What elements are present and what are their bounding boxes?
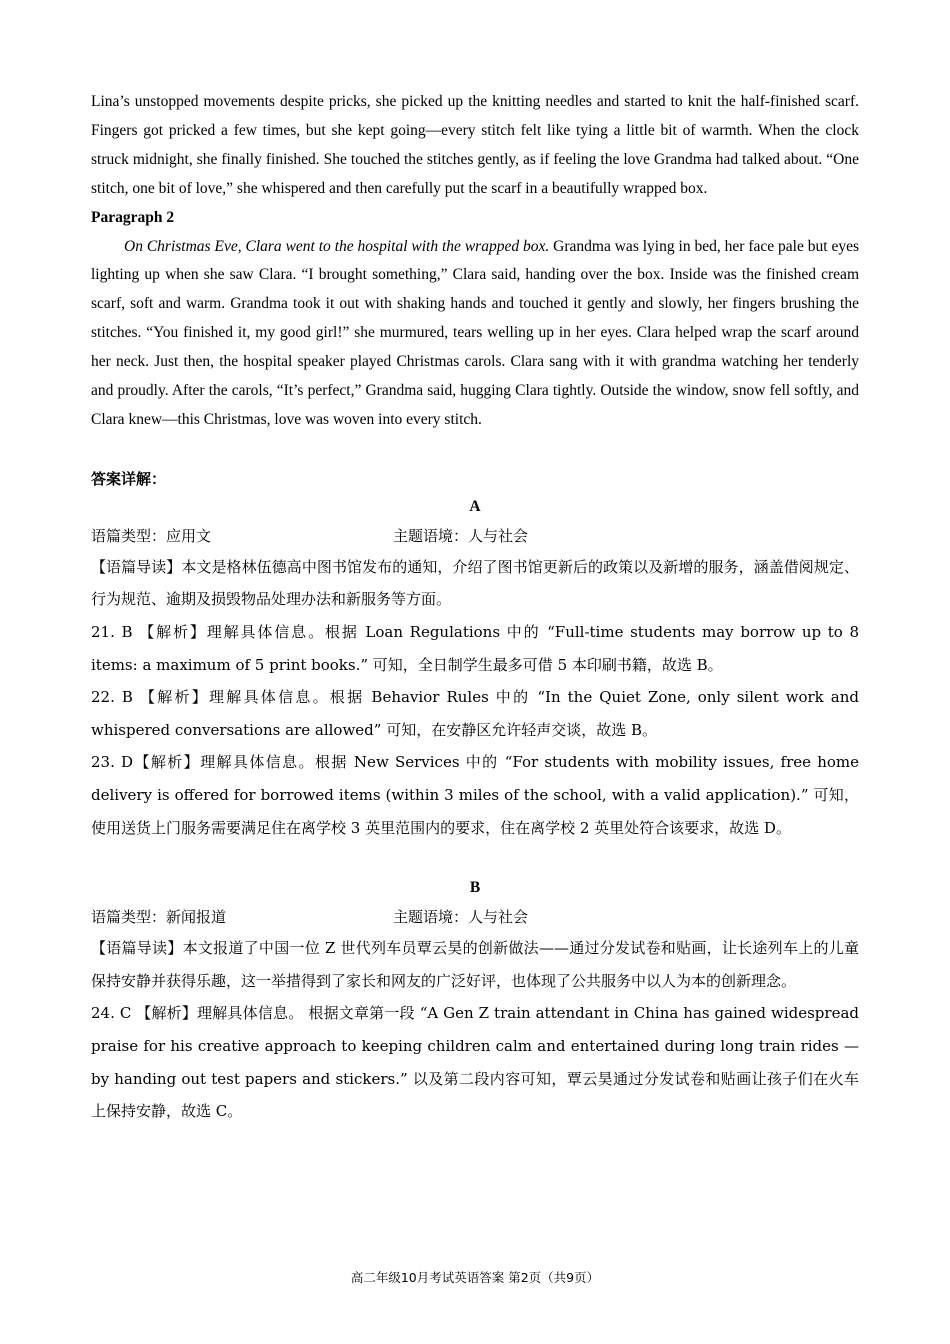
page-footer: 高二年级10月考试英语答案 第2页（共9页） — [350, 1270, 600, 1285]
paragraph-2-heading: Paragraph 2 — [91, 208, 175, 226]
section-a-type: 语篇类型：应用文 — [91, 526, 212, 545]
section-a-theme: 主题语境：人与社会 — [393, 526, 529, 545]
section-b-intro: 【语篇导读】本文报道了中国一位 Z 世代列车员覃云昊的创新做法——通过分发试卷和贴画，让长途列车上的儿童保持安静并获得乐趣，这一举措得到了家长和网友的广泛好评，也体现了公共服务中以人为本的创新理念。 — [91, 939, 859, 990]
paragraph-2-body: Grandma was lying in bed, her face pale but eyes lighting up when she saw Clara. “I brought something,” Clara said, handing over the box. Inside was the finished cream scarf, soft and warm. Grandma took it out with shaking hands and touched it gently and slowly, her fingers brushing the stitches. “You finished it, my good girl!” she murmured, tears welling up in her eyes. Clara helped wrap the scarf around her neck. Just then, the hospital speaker played Christmas carols. Clara sang with it with grandma watching her tenderly and proudly. After the carols, “It’s perfect,” Grandma said, hugging Clara tightly. Outside the window, snow fell softly, and Clara knew—this Christmas, love was woven into every stitch. — [91, 237, 859, 428]
answer-23: 23. D【解析】理解具体信息。根据 New Services 中的 “For students with mobility issues, free home delivery is offered for borrowed items (within 3 miles of the school, with a valid application).” 可知，使用送货上门服务需要满足住在离学校 3 英里范围内的要求，住在离学校 2 英里处符合该要求，故选 D。 — [91, 753, 859, 837]
answer-24: 24. C 【解析】理解具体信息。 根据文章第一段 “A Gen Z train attendant in China has gained widespread praise for his creative approach to keeping children calm and entertained during long train rides — by handing out test papers and stickers.” 以及第二段内容可知，覃云昊通过分发试卷和贴画让孩子们在火车上保持安静，故选 C。 — [91, 1004, 859, 1121]
answer-22: 22. B 【解析】理解具体信息。根据 Behavior Rules 中的 “In the Quiet Zone, only silent work and whispered conversations are allowed” 可知，在安静区允许轻声交谈，故选 B。 — [91, 688, 859, 739]
section-b-heading: B — [469, 879, 481, 897]
section-b-type: 语篇类型：新闻报道 — [91, 908, 227, 927]
paragraph-2-lead-sentence: On Christmas Eve, Clara went to the hospital with the wrapped box. — [124, 237, 550, 255]
section-a-meta — [91, 521, 859, 551]
section-b-theme: 主题语境：人与社会 — [393, 908, 529, 927]
answer-21: 21. B 【解析】理解具体信息。根据 Loan Regulations 中的 “Full-time students may borrow up to 8 items: a maximum of 5 print books.” 可知，全日制学生最多可借 5 本印刷书籍，故选 B。 — [91, 623, 859, 674]
section-a-heading: A — [469, 497, 481, 515]
story-paragraph-2 — [91, 233, 859, 435]
section-a-intro: 【语篇导读】本文是格林伍德高中图书馆发布的通知，介绍了图书馆更新后的政策以及新增的服务，涵盖借阅规定、行为规范、逾期及损毁物品处理办法和新服务等方面。 — [91, 557, 859, 609]
section-b-meta — [91, 902, 859, 932]
page-content — [91, 88, 859, 1128]
answers-title: 答案详解： — [91, 469, 167, 488]
section-gap — [91, 844, 859, 874]
story-paragraph-1: Lina’s unstopped movements despite pricks, she picked up the knitting needles and started to knit the half-finished scarf. Fingers got pricked a few times, but she kept going—every stitch felt like tying a little bit of warmth. When the clock struck midnight, she finally finished. She touched the stitches gently, as if feeling the love Grandma had talked about. “One stitch, one bit of love,” she whispered and then carefully put the scarf in a beautifully wrapped box. — [91, 93, 859, 197]
